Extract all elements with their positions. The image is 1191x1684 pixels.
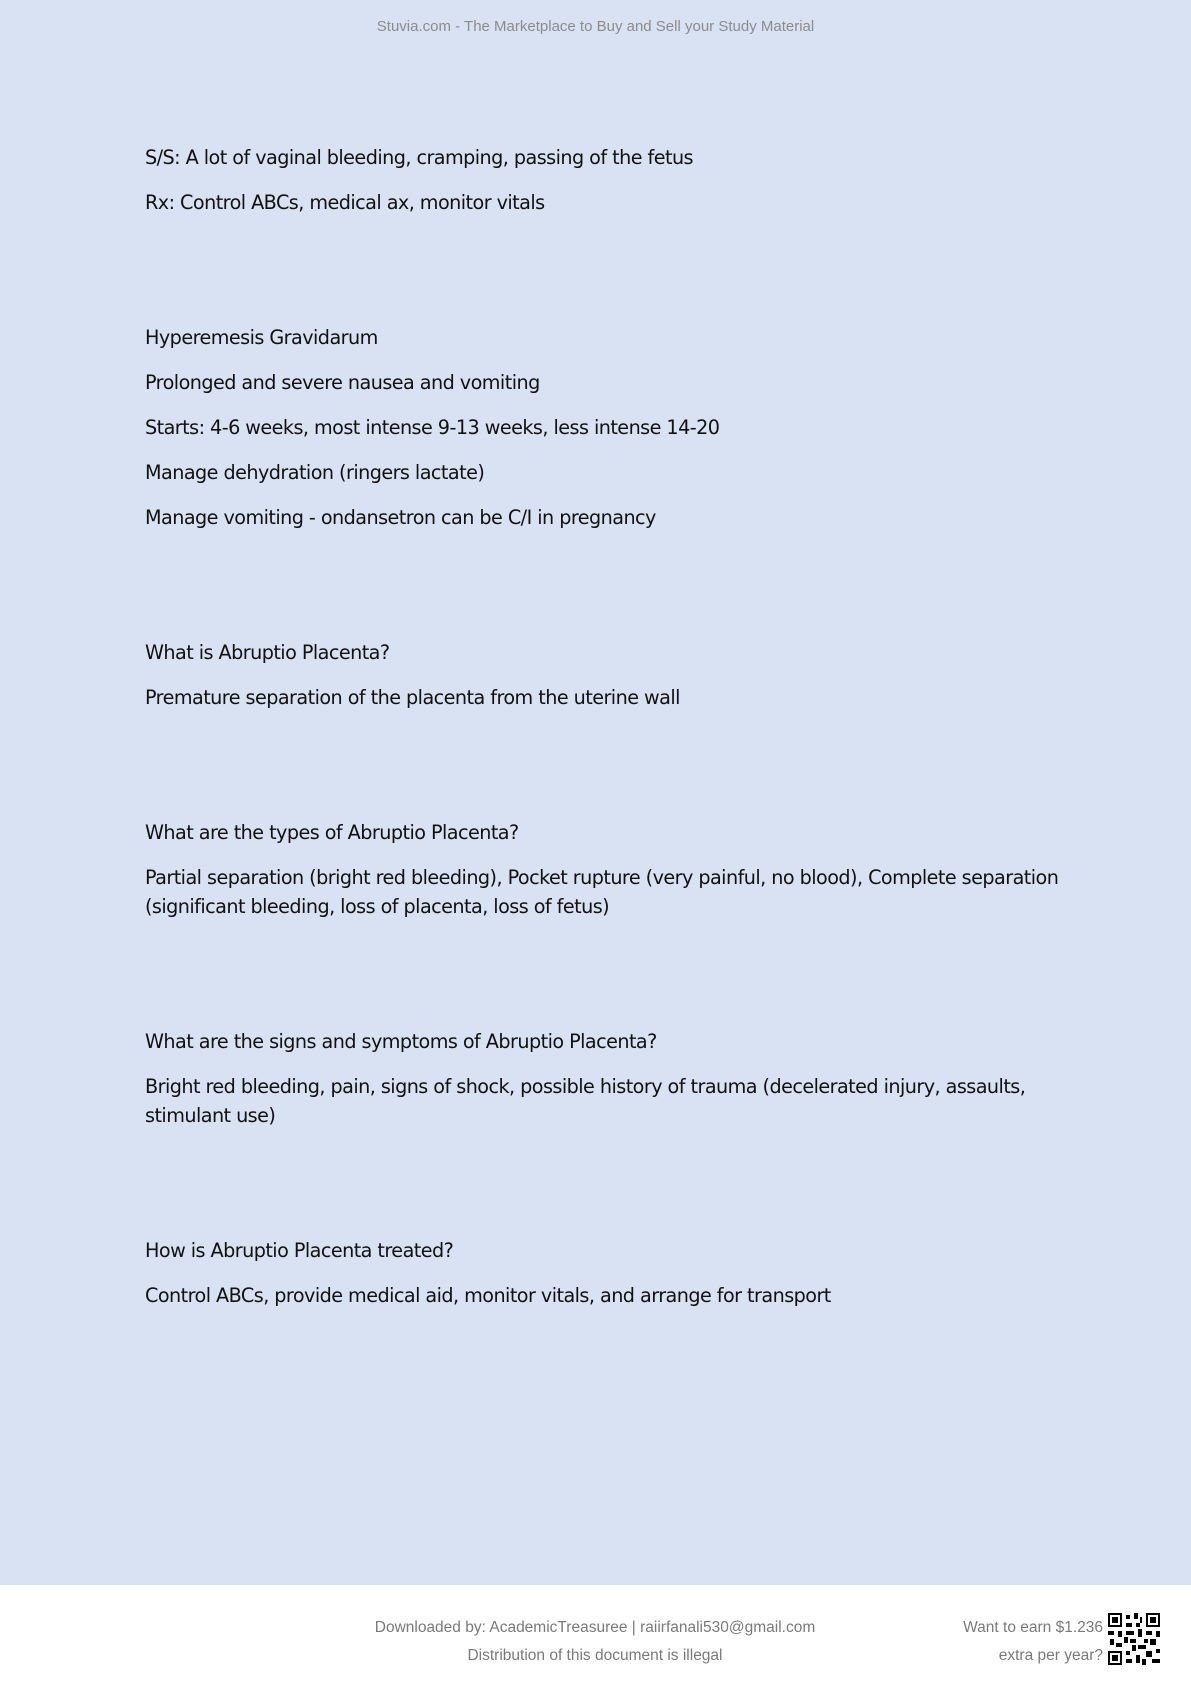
text-line: Prolonged and severe nausea and vomiting	[145, 371, 540, 394]
footer-download-info	[340, 1614, 850, 1670]
answer-line: (significant bleeding, loss of placenta, loss of fetus)	[145, 895, 610, 918]
question-line: What are the types of Abruptio Placenta?	[145, 821, 519, 844]
distribution-notice: Distribution of this document is illegal	[467, 1647, 723, 1664]
qr-code-icon[interactable]	[1108, 1613, 1160, 1665]
earn-promo-line1[interactable]: Want to earn $1.236	[963, 1619, 1103, 1636]
downloaded-by-text: Downloaded by: AcademicTreasuree | raiirfanali530@gmail.com	[374, 1619, 816, 1636]
question-line: What is Abruptio Placenta?	[145, 641, 390, 664]
answer-line: Bright red bleeding, pain, signs of shock, possible history of trauma (decelerated injury, assaults,	[145, 1075, 1026, 1098]
footer-earn-promo[interactable]	[900, 1614, 1103, 1670]
text-line: Manage vomiting - ondansetron can be C/I in pregnancy	[145, 506, 656, 529]
answer-line: Premature separation of the placenta from the uterine wall	[145, 686, 680, 709]
text-line: Manage dehydration (ringers lactate)	[145, 461, 485, 484]
answer-line: Partial separation (bright red bleeding), Pocket rupture (very painful, no blood), Complete separation	[145, 866, 1059, 889]
earn-promo-line2[interactable]: extra per year?	[998, 1647, 1103, 1664]
page-header-watermark: Stuvia.com - The Marketplace to Buy and Sell your Study Material	[376, 18, 815, 35]
question-line: How is Abruptio Placenta treated?	[145, 1239, 454, 1262]
section-heading: Hyperemesis Gravidarum	[145, 326, 378, 349]
text-line: S/S: A lot of vaginal bleeding, cramping, passing of the fetus	[145, 146, 693, 169]
question-line: What are the signs and symptoms of Abruptio Placenta?	[145, 1030, 657, 1053]
answer-line: Control ABCs, provide medical aid, monitor vitals, and arrange for transport	[145, 1284, 831, 1307]
answer-line: stimulant use)	[145, 1104, 276, 1127]
text-line: Rx: Control ABCs, medical ax, monitor vitals	[145, 191, 545, 214]
text-line: Starts: 4-6 weeks, most intense 9-13 weeks, less intense 14-20	[145, 416, 720, 439]
